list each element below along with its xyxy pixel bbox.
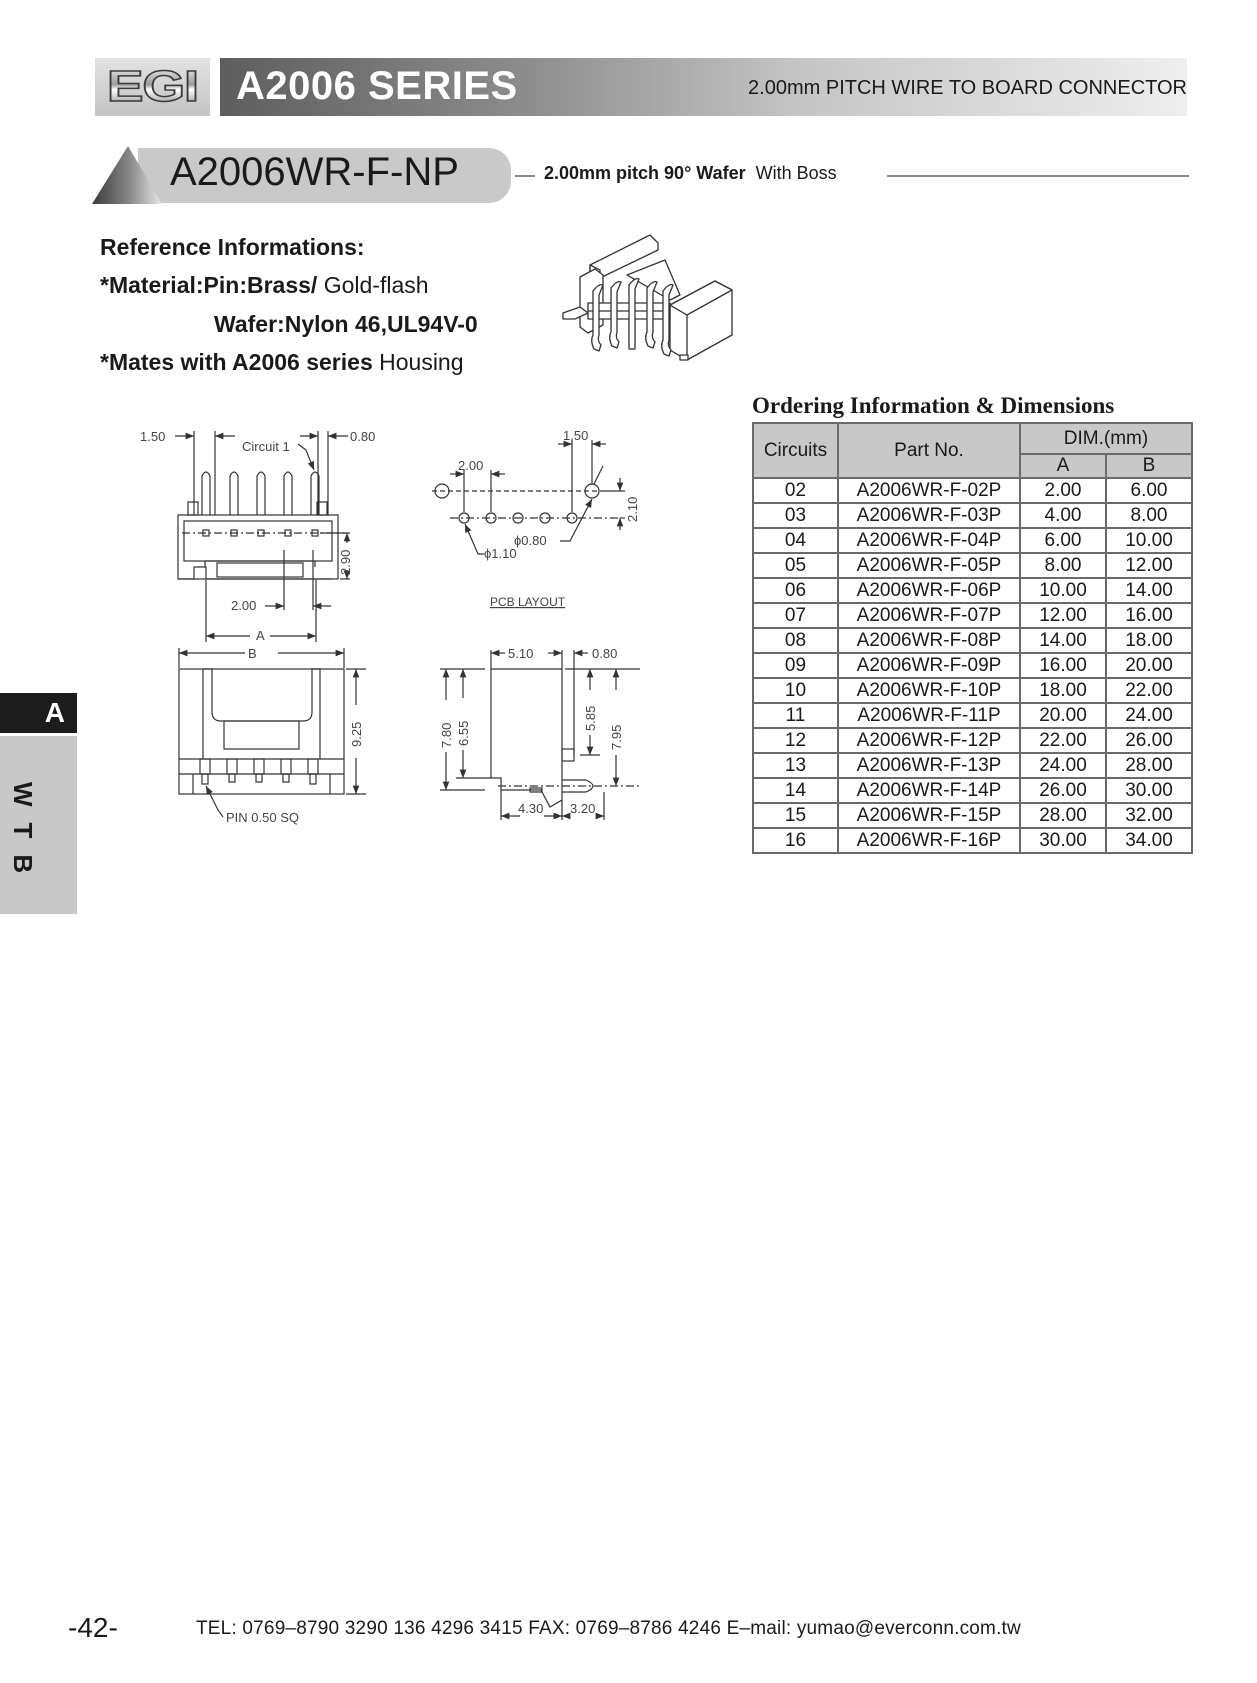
header-dim: DIM.(mm) bbox=[1020, 423, 1192, 454]
material-value: Gold-flash bbox=[317, 272, 429, 298]
cell-part-no: A2006WR-F-08P bbox=[838, 628, 1020, 653]
mates-label: *Mates with A2006 series bbox=[100, 349, 373, 375]
reference-material bbox=[100, 272, 429, 299]
material-label: *Material:Pin:Brass/ bbox=[100, 272, 318, 298]
table-row bbox=[753, 728, 1192, 753]
dim-label: 1.50 bbox=[563, 428, 589, 443]
cell-part-no: A2006WR-F-03P bbox=[838, 503, 1020, 528]
cell-circuits: 08 bbox=[753, 628, 838, 653]
header-dim-a: A bbox=[1020, 454, 1106, 478]
cell-dim-b: 6.00 bbox=[1106, 478, 1192, 503]
table-row bbox=[753, 678, 1192, 703]
table-row bbox=[753, 578, 1192, 603]
table-row bbox=[753, 603, 1192, 628]
cell-dim-b: 12.00 bbox=[1106, 553, 1192, 578]
ordering-table-title: Ordering Information & Dimensions bbox=[752, 393, 1115, 418]
cell-dim-b: 32.00 bbox=[1106, 803, 1192, 828]
table-row bbox=[753, 503, 1192, 528]
dim-label: 2.00 bbox=[231, 598, 257, 613]
cell-circuits: 04 bbox=[753, 528, 838, 553]
brand-logo bbox=[95, 58, 210, 116]
reference-wafer: Wafer:Nylon 46,UL94V-0 bbox=[214, 311, 478, 337]
cell-circuits: 07 bbox=[753, 603, 838, 628]
cell-dim-b: 10.00 bbox=[1106, 528, 1192, 553]
pcb-layout-caption: PCB LAYOUT bbox=[490, 595, 566, 609]
bottom-view-drawing bbox=[179, 648, 366, 817]
dim-label: 4.30 bbox=[518, 801, 544, 816]
dim-label: 5.85 bbox=[583, 705, 598, 731]
connector-isometric-image bbox=[555, 215, 735, 380]
cell-dim-a: 8.00 bbox=[1020, 553, 1106, 578]
circuit-1-label: Circuit 1 bbox=[242, 439, 290, 454]
cell-part-no: A2006WR-F-12P bbox=[838, 728, 1020, 753]
dim-label: 2.90 bbox=[338, 549, 353, 575]
cell-circuits: 05 bbox=[753, 553, 838, 578]
header-dim-b: B bbox=[1106, 454, 1192, 478]
pin-size-label: PIN 0.50 SQ bbox=[226, 810, 299, 825]
table-row bbox=[753, 553, 1192, 578]
table-row bbox=[753, 653, 1192, 678]
cell-dim-a: 2.00 bbox=[1020, 478, 1106, 503]
dim-label: 0.80 bbox=[592, 646, 618, 661]
cell-dim-b: 30.00 bbox=[1106, 778, 1192, 803]
table-row bbox=[753, 753, 1192, 778]
dim-label: 6.55 bbox=[456, 720, 471, 746]
section-tab-category-label: WTB bbox=[8, 782, 38, 890]
cell-part-no: A2006WR-F-14P bbox=[838, 778, 1020, 803]
part-title: A2006WR-F-NP bbox=[170, 150, 459, 194]
cell-part-no: A2006WR-F-16P bbox=[838, 828, 1020, 853]
cell-circuits: 10 bbox=[753, 678, 838, 703]
cell-part-no: A2006WR-F-05P bbox=[838, 553, 1020, 578]
cell-part-no: A2006WR-F-02P bbox=[838, 478, 1020, 503]
dim-label: 2.00 bbox=[458, 458, 484, 473]
section-tab-letter: A bbox=[0, 693, 77, 733]
divider-line bbox=[887, 175, 1189, 177]
cell-dim-b: 16.00 bbox=[1106, 603, 1192, 628]
cell-circuits: 15 bbox=[753, 803, 838, 828]
cell-dim-a: 16.00 bbox=[1020, 653, 1106, 678]
table-row bbox=[753, 528, 1192, 553]
part-description-bold: 2.00mm pitch 90° Wafer bbox=[544, 163, 746, 183]
dim-label: 7.80 bbox=[439, 722, 454, 748]
cell-part-no: A2006WR-F-11P bbox=[838, 703, 1020, 728]
dim-label: 9.25 bbox=[349, 721, 364, 747]
cell-circuits: 03 bbox=[753, 503, 838, 528]
table-row bbox=[753, 778, 1192, 803]
reference-mates bbox=[100, 349, 464, 376]
series-title: A2006 SERIES bbox=[236, 64, 518, 108]
cell-part-no: A2006WR-F-07P bbox=[838, 603, 1020, 628]
part-description bbox=[544, 163, 837, 184]
dim-label: B bbox=[248, 646, 257, 661]
cell-circuits: 14 bbox=[753, 778, 838, 803]
divider-line bbox=[515, 175, 535, 177]
cell-dim-a: 4.00 bbox=[1020, 503, 1106, 528]
cell-dim-b: 18.00 bbox=[1106, 628, 1192, 653]
cell-dim-a: 20.00 bbox=[1020, 703, 1106, 728]
cell-dim-b: 26.00 bbox=[1106, 728, 1192, 753]
dim-label: 5.10 bbox=[508, 646, 534, 661]
banner-triangle-icon bbox=[92, 146, 162, 204]
cell-dim-a: 12.00 bbox=[1020, 603, 1106, 628]
cell-part-no: A2006WR-F-09P bbox=[838, 653, 1020, 678]
page-number: -42- bbox=[68, 1612, 118, 1643]
cell-dim-b: 28.00 bbox=[1106, 753, 1192, 778]
dim-label: 7.95 bbox=[609, 724, 624, 750]
table-row bbox=[753, 628, 1192, 653]
dim-label: 3.20 bbox=[570, 801, 596, 816]
table-row bbox=[753, 478, 1192, 503]
cell-dim-a: 26.00 bbox=[1020, 778, 1106, 803]
mates-value: Housing bbox=[372, 349, 464, 375]
cell-dim-b: 22.00 bbox=[1106, 678, 1192, 703]
cell-dim-a: 6.00 bbox=[1020, 528, 1106, 553]
cell-part-no: A2006WR-F-10P bbox=[838, 678, 1020, 703]
cell-part-no: A2006WR-F-15P bbox=[838, 803, 1020, 828]
cell-dim-a: 24.00 bbox=[1020, 753, 1106, 778]
cell-part-no: A2006WR-F-06P bbox=[838, 578, 1020, 603]
front-view-drawing bbox=[175, 431, 350, 642]
cell-circuits: 11 bbox=[753, 703, 838, 728]
header-part-no: Part No. bbox=[838, 423, 1020, 478]
cell-dim-b: 20.00 bbox=[1106, 653, 1192, 678]
cell-dim-a: 18.00 bbox=[1020, 678, 1106, 703]
cell-dim-a: 10.00 bbox=[1020, 578, 1106, 603]
bottom-pins bbox=[200, 759, 318, 784]
cell-circuits: 12 bbox=[753, 728, 838, 753]
cell-dim-b: 34.00 bbox=[1106, 828, 1192, 853]
dim-label: 2.10 bbox=[625, 496, 640, 522]
dim-label: A bbox=[256, 628, 265, 643]
table-row bbox=[753, 703, 1192, 728]
cell-part-no: A2006WR-F-04P bbox=[838, 528, 1020, 553]
technical-drawings bbox=[120, 420, 720, 840]
cell-dim-b: 8.00 bbox=[1106, 503, 1192, 528]
table-row bbox=[753, 803, 1192, 828]
table-row bbox=[753, 828, 1192, 853]
cell-circuits: 06 bbox=[753, 578, 838, 603]
cell-circuits: 02 bbox=[753, 478, 838, 503]
cell-dim-b: 14.00 bbox=[1106, 578, 1192, 603]
footer-contact: TEL: 0769–8790 3290 136 4296 3415 FAX: 0769–8786 4246 E–mail: yumao@everconn.com.tw bbox=[196, 1618, 1021, 1639]
series-subtitle: 2.00mm PITCH WIRE TO BOARD CONNECTOR bbox=[748, 77, 1187, 99]
front-pins bbox=[202, 472, 319, 536]
part-description-normal: With Boss bbox=[755, 163, 837, 183]
cell-dim-a: 30.00 bbox=[1020, 828, 1106, 853]
cell-part-no: A2006WR-F-13P bbox=[838, 753, 1020, 778]
cell-circuits: 16 bbox=[753, 828, 838, 853]
cell-dim-a: 22.00 bbox=[1020, 728, 1106, 753]
ordering-table bbox=[752, 422, 1193, 854]
cell-circuits: 09 bbox=[753, 653, 838, 678]
header-circuits: Circuits bbox=[753, 423, 838, 478]
cell-dim-a: 28.00 bbox=[1020, 803, 1106, 828]
boss-diameter-label: ϕ0.80 bbox=[514, 533, 547, 548]
dim-label: 1.50 bbox=[140, 429, 166, 444]
reference-heading: Reference Informations: bbox=[100, 234, 365, 260]
cell-circuits: 13 bbox=[753, 753, 838, 778]
hole-diameter-label: ϕ1.10 bbox=[484, 546, 517, 561]
cell-dim-a: 14.00 bbox=[1020, 628, 1106, 653]
logo-text: EGI bbox=[106, 62, 198, 111]
cell-dim-b: 24.00 bbox=[1106, 703, 1192, 728]
dim-label: 0.80 bbox=[350, 429, 376, 444]
